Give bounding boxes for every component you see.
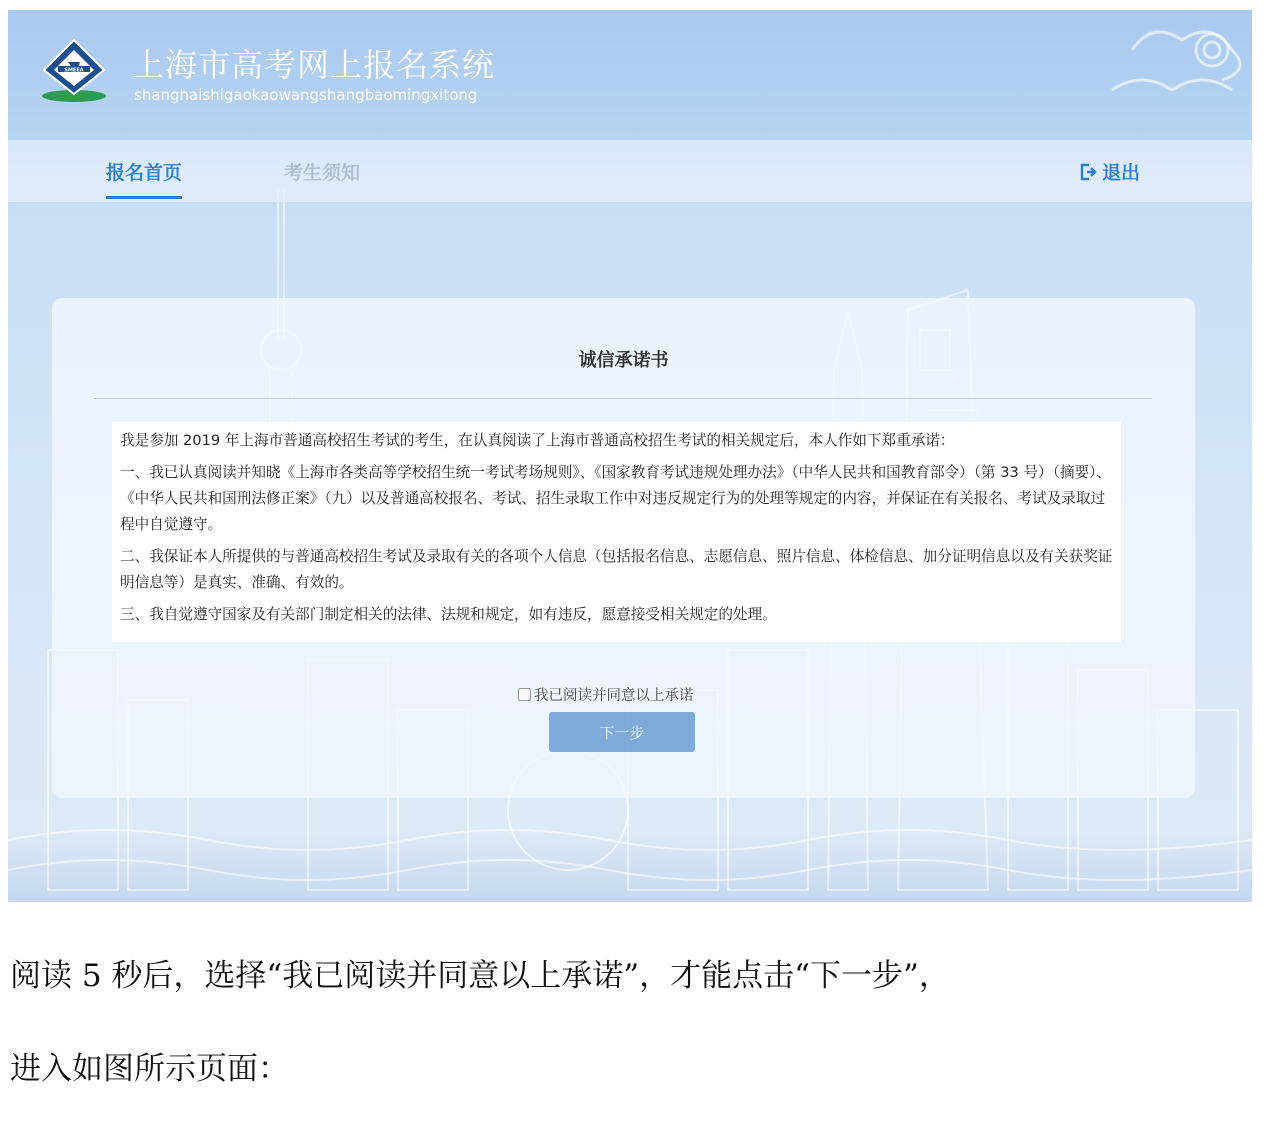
logout-button[interactable]	[1078, 158, 1140, 185]
pledge-text-box	[112, 422, 1121, 642]
next-step-button[interactable]: 下一步	[549, 712, 695, 752]
agree-checkbox-row[interactable]	[518, 684, 694, 705]
pledge-intro: 我是参加 2019 年上海市普通高校招生考试的考生，在认真阅读了上海市普通高校招生考试的相关规定后，本人作如下郑重承诺：	[120, 432, 955, 449]
tab-candidate-notice[interactable]: 考生须知	[284, 162, 361, 184]
tab-registration-home[interactable]: 报名首页	[106, 158, 182, 199]
pledge-item-1: 一、我已认真阅读并知晓《上海市各类高等学校招生统一考试考场规则》、《国家教育考试违规处理办法》（中华人民共和国教育部令）（第 33 号）（摘要）、《中华人民共和国刑法修正案》（九）以及普通高校报名、考试、招生录取工作中对违反规定行为的处理等规定的内容，并保证在有关报名、考试及录取过程中自觉遵守。	[120, 464, 1112, 533]
logout-icon	[1078, 162, 1098, 182]
site-title: 上海市高考网上报名系统	[132, 46, 496, 84]
smeea-logo-icon	[38, 36, 110, 106]
pledge-item-3: 三、我自觉遵守国家及有关部门制定相关的法律、法规和规定，如有违反，愿意接受相关规定的处理。	[120, 606, 777, 623]
agree-checkbox[interactable]	[518, 688, 531, 701]
caption-line-1: 阅读 5 秒后，选择“我已阅读并同意以上承诺”，才能点击“下一步”，	[10, 958, 950, 994]
title-divider	[94, 398, 1152, 399]
logout-label: 退出	[1101, 162, 1140, 184]
site-subtitle: shanghaishigaokaowangshangbaomingxitong	[134, 86, 478, 104]
pledge-item-2: 二、我保证本人所提供的与普通高校招生考试及录取有关的各项个人信息（包括报名信息、志愿信息、照片信息、体检信息、加分证明信息以及有关获奖证明信息等）是真实、准确、有效的。	[120, 548, 1113, 591]
pledge-card	[52, 298, 1195, 798]
browser-screenshot	[8, 10, 1252, 902]
cloud-ornament-icon	[1092, 10, 1252, 120]
pledge-title: 诚信承诺书	[578, 350, 669, 371]
agree-label: 我已阅读并同意以上承诺	[534, 688, 694, 704]
site-header	[8, 10, 1252, 140]
logo-text: SMEEA	[64, 67, 84, 74]
caption-line-2: 进入如图所示页面：	[10, 1051, 289, 1087]
main-navbar	[8, 140, 1252, 202]
